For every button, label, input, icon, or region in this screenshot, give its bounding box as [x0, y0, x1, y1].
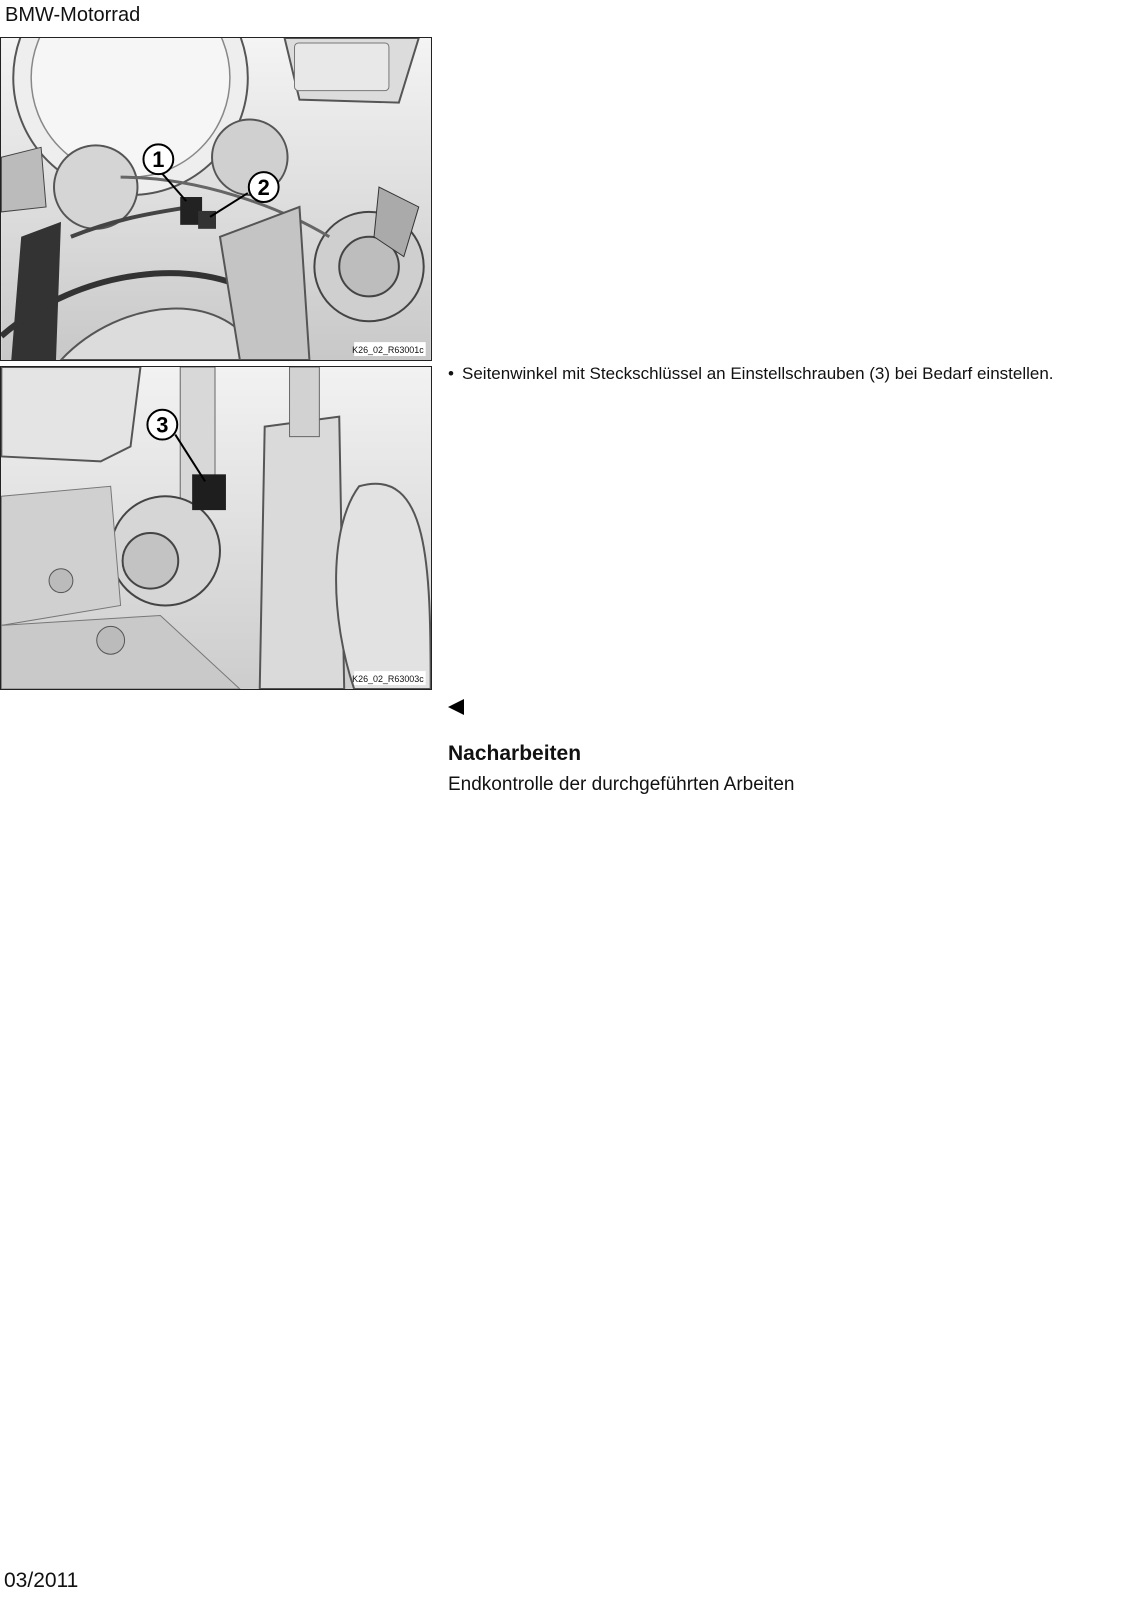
page-footer-date: 03/2011: [4, 1569, 79, 1592]
svg-text:2: 2: [257, 175, 270, 201]
svg-text:3: 3: [156, 412, 169, 438]
page-header-brand: BMW-Motorrad: [5, 4, 141, 26]
instruction-list: [448, 362, 1128, 386]
back-triangle-icon[interactable]: [448, 699, 464, 715]
figure-1-code: K26_02_R63001c: [352, 345, 424, 356]
figure-1-illustration: [1, 38, 431, 360]
svg-text:1: 1: [152, 147, 165, 173]
callout-3: [147, 410, 177, 440]
callout-1: [143, 144, 173, 174]
instruction-step: [448, 362, 1128, 386]
callout-2: [249, 172, 279, 202]
bullet-marker: •: [448, 364, 454, 383]
section-title: Nacharbeiten: [448, 742, 582, 765]
figure-2-code: K26_02_R63003c: [352, 674, 424, 685]
figure-1-instrument-cluster: [0, 37, 432, 361]
figure-2-adjusting-screw: [0, 366, 432, 690]
figure-2-illustration: [1, 367, 431, 689]
instruction-step-text: Seitenwinkel mit Steckschlüssel an Einstellschrauben (3) bei Bedarf einstellen.: [462, 364, 1054, 383]
section-text: Endkontrolle der durchgeführten Arbeiten: [448, 774, 795, 795]
